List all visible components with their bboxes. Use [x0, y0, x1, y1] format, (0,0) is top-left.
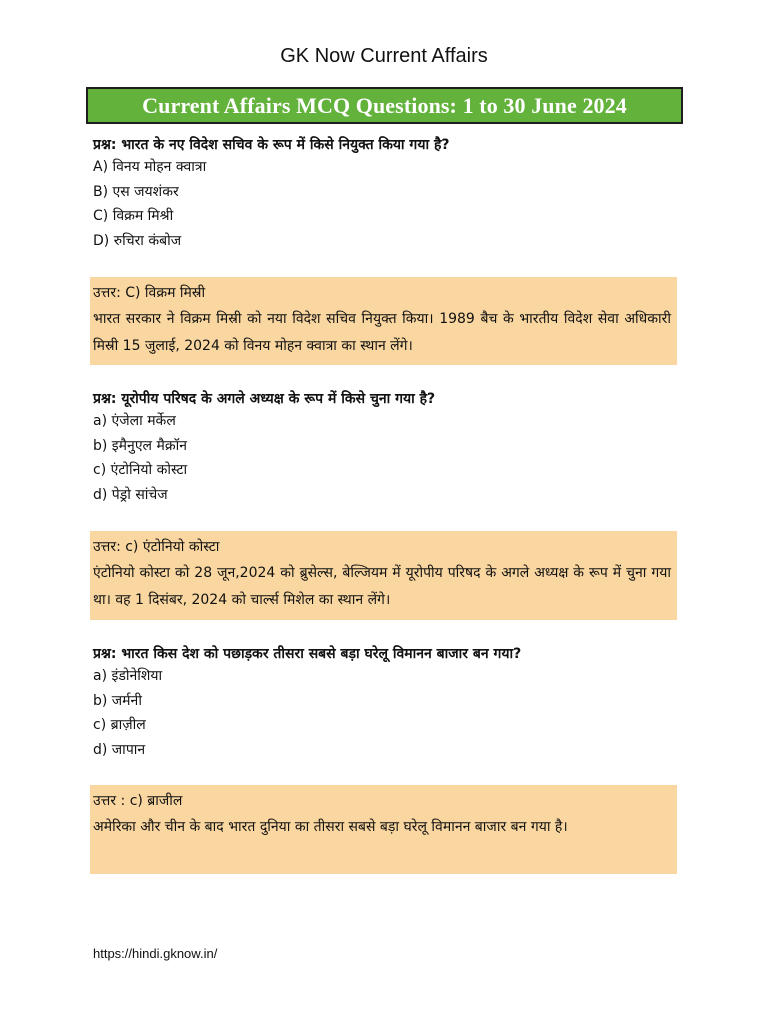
option: d) जापान: [93, 742, 146, 759]
option: c) एंटोनियो कोस्टा: [93, 462, 188, 479]
option: d) पेड्रो सांचेज: [93, 487, 168, 504]
footer-url[interactable]: https://hindi.gknow.in/: [93, 946, 218, 961]
answer-explanation: अमेरिका और चीन के बाद भारत दुनिया का तीसरा सबसे बड़ा घरेलू विमानन बाजार बन गया है।: [93, 819, 568, 835]
page-banner: [86, 87, 683, 124]
question-1-options: [93, 155, 653, 254]
answer-label: उत्तर: C) विक्रम मिस्री: [93, 285, 206, 301]
question-3: प्रश्न: भारत किस देश को पछाड़कर तीसरा सबसे बड़ा घरेलू विमानन बाजार बन गया?: [93, 646, 522, 662]
option: b) इमैनुएल मैक्रॉन: [93, 437, 188, 454]
answer-label: उत्तर: c) एंटोनियो कोस्टा: [93, 539, 220, 555]
question-3-options: [93, 664, 653, 763]
question-2: प्रश्न: यूरोपीय परिषद के अगले अध्यक्ष के रूप में किसे चुना गया है?: [93, 391, 436, 407]
question-1: प्रश्न: भारत के नए विदेश सचिव के रूप में किसे नियुक्त किया गया है?: [93, 137, 450, 153]
site-title: GK Now Current Affairs: [280, 45, 488, 67]
answer-explanation: भारत सरकार ने विक्रम मिस्री को नया विदेश सचिव नियुक्त किया। 1989 बैच के भारतीय विदेश सेवा अधिकारी मिस्री 15 जुलाई, 2024 को विनय मोहन क्वात्रा का स्थान लेंगे।: [93, 311, 671, 354]
question-2-options: [93, 409, 653, 508]
option: a) इंडोनेशिया: [93, 668, 163, 684]
option: a) एंजेला मर्केल: [93, 413, 176, 429]
option: b) जर्मनी: [93, 692, 142, 709]
option: A) विनय मोहन क्वात्रा: [93, 159, 207, 175]
option: D) रुचिरा कंबोज: [93, 233, 182, 250]
answer-explanation: एंटोनियो कोस्टा को 28 जून,2024 को ब्रुसेल्स, बेल्जियम में यूरोपीय परिषद के अगले अध्यक्ष के रूप में चुना गया था। वह 1 दिसंबर, 2024 को चार्ल्स मिशेल का स्थान लेंगे।: [93, 565, 671, 608]
option: B) एस जयशंकर: [93, 183, 179, 200]
banner-title: Current Affairs MCQ Questions: 1 to 30 June 2024: [142, 92, 627, 118]
option: c) ब्राज़ील: [93, 717, 146, 734]
answer-box-1: [90, 277, 677, 365]
answer-box-3: [90, 785, 677, 874]
answer-box-2: [90, 531, 677, 620]
option: C) विक्रम मिश्री: [93, 208, 174, 225]
answer-label: उत्तर : c) ब्राजील: [93, 793, 183, 809]
